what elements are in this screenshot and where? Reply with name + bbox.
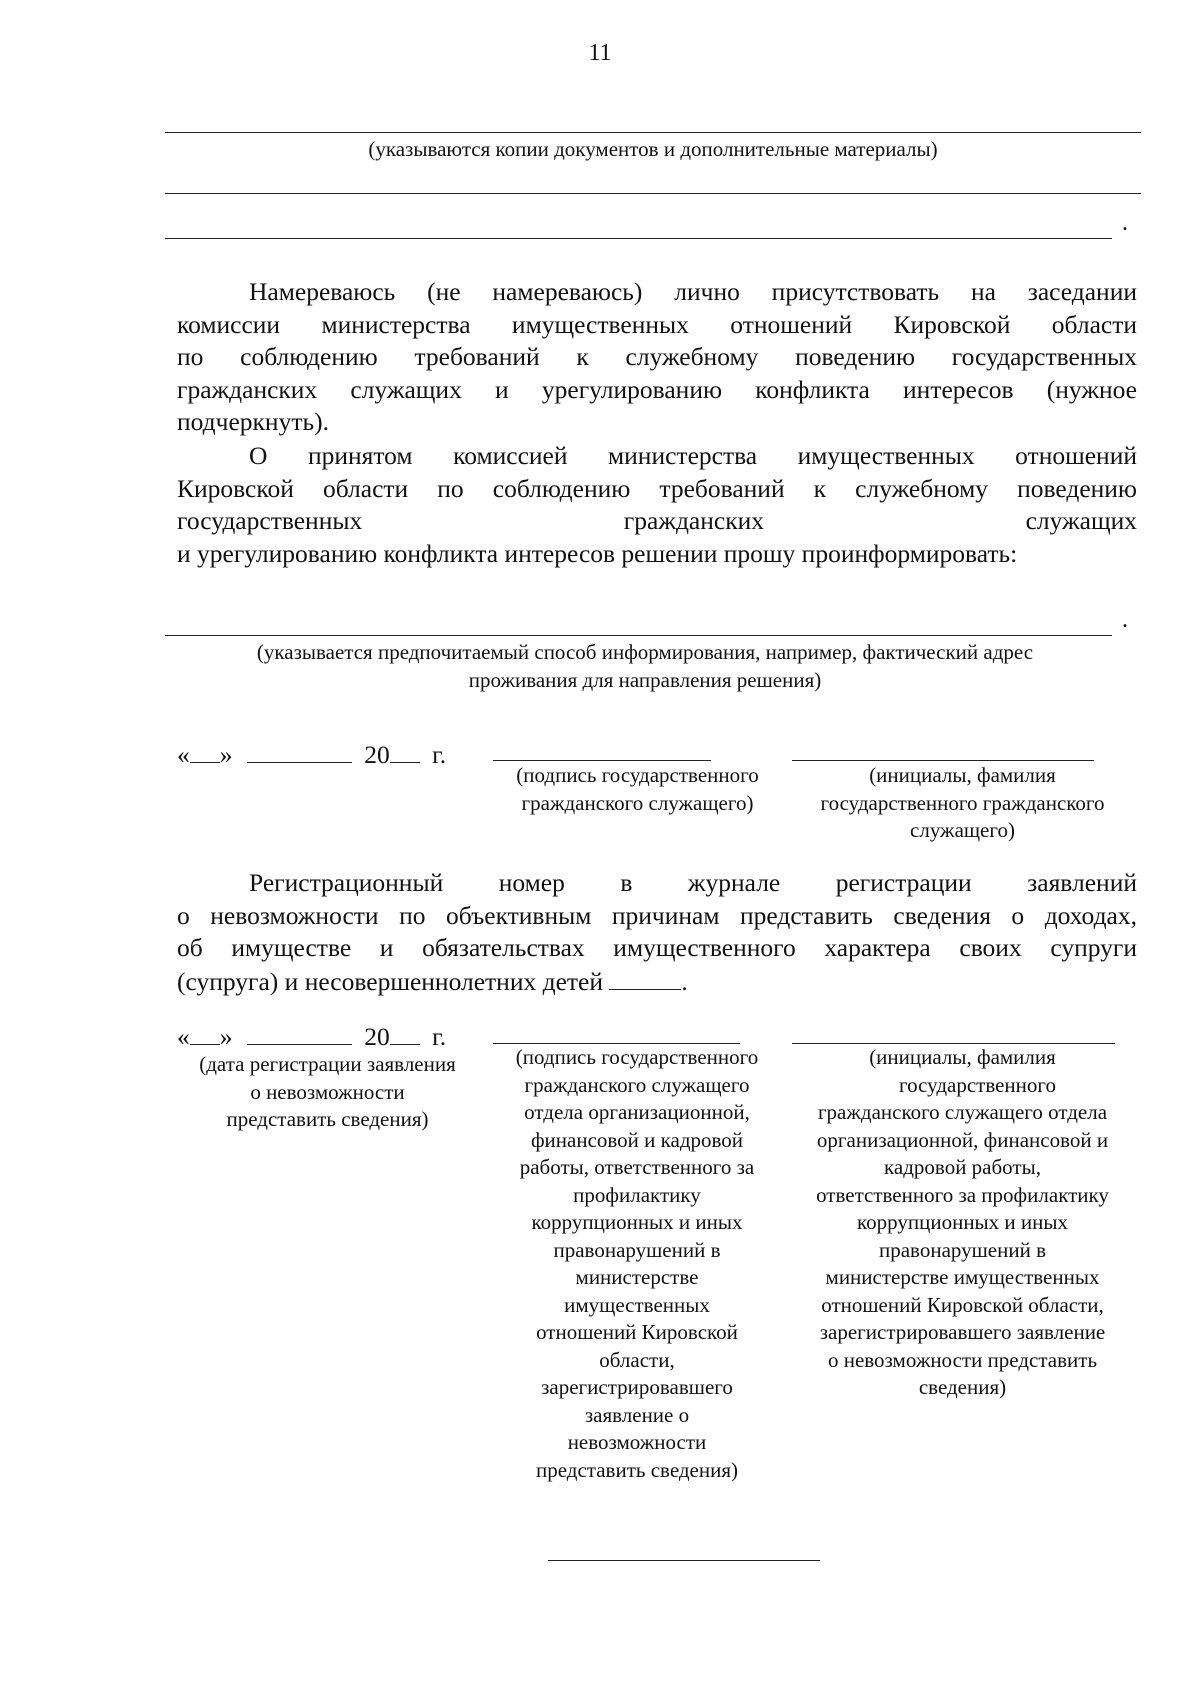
registration-line: об имуществе и обязательствах имущественного характера своих супруги [177, 933, 1137, 962]
registration-line-text: (супруга) и несовершеннолетних детей [177, 966, 603, 996]
page-number: 11 [588, 40, 612, 66]
date-row-1 [177, 738, 446, 770]
intent-line: гражданских служащих и урегулированию конфликта интересов (нужное [177, 374, 1137, 404]
caption-line: представить сведения) [226, 1107, 429, 1131]
inform-paragraph [177, 440, 1137, 570]
inform-line: и урегулированию конфликта интересов решении прошу проинформировать: [177, 538, 1018, 568]
close-quote: » [219, 740, 233, 769]
registration-end-mark: . [681, 966, 688, 996]
signature-caption-2 [482, 1044, 792, 1484]
open-quote: « [177, 1022, 190, 1051]
intent-line: по соблюдению требований к служебному поведению государственных [177, 342, 1137, 371]
inform-caption-line-2: проживания для направления решения) [468, 668, 822, 692]
signature-line-1 [493, 760, 711, 761]
caption-line: области, [599, 1347, 675, 1372]
name-caption-1 [785, 762, 1140, 845]
registration-number-blank [609, 965, 681, 990]
inform-caption-line-1: (указывается предпочитаемый способ информирования, например, фактический адрес [256, 640, 1034, 664]
caption-line: (подпись государственного [515, 1045, 759, 1069]
caption-line: (инициалы, фамилия [869, 1045, 1056, 1069]
intent-line: подчеркнуть). [177, 407, 329, 436]
caption-line: заявление о [584, 1402, 690, 1427]
year-blank [390, 1020, 420, 1045]
month-blank [247, 1020, 352, 1045]
caption-line: служащего) [910, 818, 1015, 842]
date-caption-2 [175, 1051, 480, 1134]
year-blank [390, 738, 420, 763]
caption-line: отношений Кировской области, [821, 1292, 1104, 1317]
closing-separator-line [548, 1560, 820, 1561]
caption-line: министерстве [575, 1265, 699, 1289]
registration-line-last [177, 965, 1137, 999]
caption-line: кадровой работы, [884, 1155, 1041, 1179]
caption-line: имущественных [564, 1292, 710, 1317]
inform-line: Кировской области по соблюдению требований к служебному поведению [177, 473, 1137, 503]
caption-line: представить сведения) [536, 1457, 738, 1482]
caption-line: (подпись государственного [516, 763, 759, 787]
name-caption-2 [785, 1044, 1140, 1402]
registration-paragraph [177, 867, 1137, 998]
intent-line: комиссии министерства имущественных отношений Кировской области [177, 309, 1137, 339]
caption-line: отдела организационной, [524, 1100, 750, 1124]
caption-line: коррупционных и иных [857, 1210, 1068, 1234]
caption-line: о невозможности представить [827, 1347, 1098, 1372]
open-quote: « [177, 740, 190, 769]
intent-paragraph [177, 276, 1137, 439]
year-prefix: 20 [364, 1022, 390, 1051]
caption-line: зарегистрировавшего заявление [819, 1320, 1106, 1344]
caption-line: правонарушений в [553, 1237, 721, 1262]
signature-caption-1 [480, 762, 795, 817]
year-suffix: г. [432, 1022, 447, 1051]
intent-line: Намереваюсь (не намереваюсь) лично присутствовать на заседании [249, 277, 1137, 306]
date-row-2 [177, 1020, 446, 1052]
caption-line: государственного гражданского [820, 790, 1105, 815]
day-blank [190, 738, 220, 763]
caption-line: работы, ответственного за [519, 1155, 755, 1179]
day-blank [190, 1020, 220, 1045]
caption-line: невозможности [567, 1430, 707, 1454]
caption-line: отношений Кировской [536, 1320, 738, 1344]
caption-line: (дата регистрации заявления [199, 1052, 456, 1076]
caption-line: зарегистрировавшего [541, 1375, 733, 1399]
inform-end-dot: . [1122, 607, 1128, 633]
caption-line: гражданского служащего отдела [817, 1100, 1108, 1124]
caption-line: министерстве имущественных [825, 1265, 1100, 1289]
caption-line: правонарушений в [879, 1237, 1046, 1262]
caption-line: гражданского служащего) [521, 790, 754, 815]
attachments-end-dot: . [1122, 210, 1128, 236]
caption-line: ответственного за профилактику [816, 1182, 1109, 1207]
registration-line: Регистрационный номер в журнале регистрации заявлений [249, 868, 1137, 897]
attachments-line-1 [165, 132, 1141, 133]
caption-line: организационной, финансовой и [816, 1127, 1109, 1152]
caption-line: коррупционных и иных [531, 1210, 743, 1234]
caption-line: сведения) [918, 1375, 1007, 1399]
inform-line: О принятом комиссией министерства имущественных отношений [249, 441, 1137, 470]
close-quote: » [219, 1022, 233, 1051]
caption-line: (инициалы, фамилия [869, 763, 1056, 787]
attachments-line-2 [165, 193, 1141, 194]
registration-line: о невозможности по объективным причинам представить сведения о доходах, [177, 900, 1137, 930]
caption-line: финансовой и кадровой [530, 1127, 744, 1152]
month-blank [247, 738, 352, 763]
attachments-line-3 [165, 238, 1112, 239]
inform-method-line [165, 635, 1112, 636]
attachments-caption: (указываются копии документов и дополнительные материалы) [368, 137, 938, 161]
caption-line: государственного [898, 1072, 1057, 1097]
caption-line: гражданского служащего [524, 1072, 750, 1097]
inform-line: государственных гражданских служащих [177, 506, 1137, 535]
name-line-1 [792, 760, 1094, 761]
caption-line: о невозможности [250, 1079, 405, 1104]
year-prefix: 20 [364, 740, 390, 769]
year-suffix: г. [432, 740, 447, 769]
caption-line: профилактику [573, 1182, 701, 1207]
inform-caption [165, 638, 1125, 694]
